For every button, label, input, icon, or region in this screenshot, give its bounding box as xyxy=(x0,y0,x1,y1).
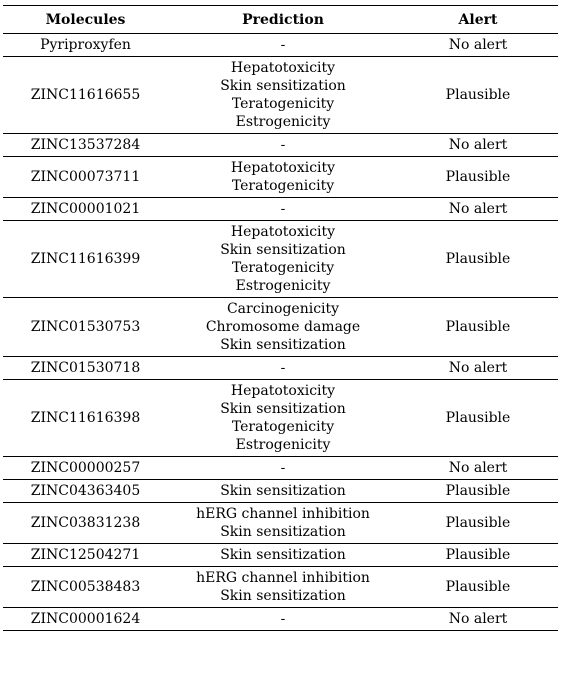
table-row xyxy=(3,221,558,298)
prediction-item: Teratogenicity xyxy=(231,96,335,112)
table-row xyxy=(3,357,558,380)
molecule-cell: ZINC04363405 xyxy=(3,480,168,503)
prediction-cell xyxy=(168,134,398,157)
prediction-item: Skin sensitization xyxy=(220,547,346,563)
prediction-cell xyxy=(168,157,398,198)
alert-cell: Plausible xyxy=(398,157,558,198)
molecule-cell: ZINC01530753 xyxy=(3,298,168,357)
molecule-cell: ZINC12504271 xyxy=(3,544,168,567)
prediction-cell xyxy=(168,544,398,567)
prediction-item: Hepatotoxicity xyxy=(230,383,336,399)
prediction-cell xyxy=(168,34,398,57)
table-body xyxy=(3,34,558,631)
prediction-cell xyxy=(168,567,398,608)
prediction-item: - xyxy=(280,137,286,153)
table-row xyxy=(3,298,558,357)
prediction-item: Teratogenicity xyxy=(231,260,335,276)
prediction-item: Skin sensitization xyxy=(220,78,346,94)
alert-cell: No alert xyxy=(398,608,558,631)
prediction-item: - xyxy=(280,37,286,53)
alert-cell: Plausible xyxy=(398,503,558,544)
table-row xyxy=(3,544,558,567)
prediction-item: Skin sensitization xyxy=(220,242,346,258)
molecule-cell: ZINC11616399 xyxy=(3,221,168,298)
prediction-cell xyxy=(168,503,398,544)
molecule-cell: ZINC00073711 xyxy=(3,157,168,198)
table-row xyxy=(3,198,558,221)
prediction-cell xyxy=(168,221,398,298)
alert-cell: Plausible xyxy=(398,57,558,134)
toxicity-prediction-table xyxy=(3,5,558,631)
prediction-item: Teratogenicity xyxy=(231,419,335,435)
molecule-cell: ZINC00001624 xyxy=(3,608,168,631)
prediction-cell xyxy=(168,57,398,134)
header-molecules: Molecules xyxy=(3,6,168,34)
prediction-item: Estrogenicity xyxy=(235,278,331,294)
prediction-cell xyxy=(168,357,398,380)
prediction-cell xyxy=(168,298,398,357)
prediction-item: Hepatotoxicity xyxy=(230,160,336,176)
molecule-cell: ZINC01530718 xyxy=(3,357,168,380)
table-row xyxy=(3,567,558,608)
prediction-cell xyxy=(168,380,398,457)
prediction-item: hERG channel inhibition xyxy=(196,570,370,586)
table-row xyxy=(3,380,558,457)
molecule-cell: ZINC13537284 xyxy=(3,134,168,157)
molecule-cell: ZINC00000257 xyxy=(3,457,168,480)
alert-cell: Plausible xyxy=(398,221,558,298)
prediction-item: - xyxy=(280,201,286,217)
prediction-cell xyxy=(168,480,398,503)
prediction-item: - xyxy=(280,611,286,627)
table-row xyxy=(3,57,558,134)
molecule-cell: ZINC11616398 xyxy=(3,380,168,457)
alert-cell: Plausible xyxy=(398,380,558,457)
prediction-item: Skin sensitization xyxy=(220,524,346,540)
alert-cell: No alert xyxy=(398,134,558,157)
prediction-item: Skin sensitization xyxy=(220,337,346,353)
prediction-cell xyxy=(168,608,398,631)
alert-cell: Plausible xyxy=(398,298,558,357)
prediction-item: Carcinogenicity xyxy=(226,301,340,317)
prediction-item: Skin sensitization xyxy=(220,483,346,499)
header-alert: Alert xyxy=(398,6,558,34)
prediction-item: Estrogenicity xyxy=(235,437,331,453)
header-prediction: Prediction xyxy=(168,6,398,34)
prediction-item: - xyxy=(280,460,286,476)
prediction-item: Skin sensitization xyxy=(220,588,346,604)
table-row xyxy=(3,608,558,631)
prediction-item: Hepatotoxicity xyxy=(230,224,336,240)
alert-cell: Plausible xyxy=(398,567,558,608)
alert-cell: No alert xyxy=(398,34,558,57)
prediction-cell xyxy=(168,198,398,221)
prediction-item: Hepatotoxicity xyxy=(230,60,336,76)
molecule-cell: ZINC00001021 xyxy=(3,198,168,221)
prediction-item: Teratogenicity xyxy=(231,178,335,194)
alert-cell: No alert xyxy=(398,457,558,480)
prediction-item: Estrogenicity xyxy=(235,114,331,130)
table-header xyxy=(3,6,558,34)
alert-cell: No alert xyxy=(398,357,558,380)
molecule-cell: ZINC11616655 xyxy=(3,57,168,134)
molecule-cell: ZINC00538483 xyxy=(3,567,168,608)
header-row xyxy=(3,6,558,34)
molecule-cell: Pyriproxyfen xyxy=(3,34,168,57)
prediction-item: hERG channel inhibition xyxy=(196,506,370,522)
table-row xyxy=(3,457,558,480)
prediction-cell xyxy=(168,457,398,480)
alert-cell: No alert xyxy=(398,198,558,221)
prediction-item: Skin sensitization xyxy=(220,401,346,417)
table-row xyxy=(3,480,558,503)
prediction-item: - xyxy=(280,360,286,376)
table-row xyxy=(3,157,558,198)
table-row xyxy=(3,34,558,57)
alert-cell: Plausible xyxy=(398,480,558,503)
alert-cell: Plausible xyxy=(398,544,558,567)
prediction-item: Chromosome damage xyxy=(205,319,361,335)
table-row xyxy=(3,503,558,544)
table-row xyxy=(3,134,558,157)
molecule-cell: ZINC03831238 xyxy=(3,503,168,544)
table-container xyxy=(3,5,558,631)
